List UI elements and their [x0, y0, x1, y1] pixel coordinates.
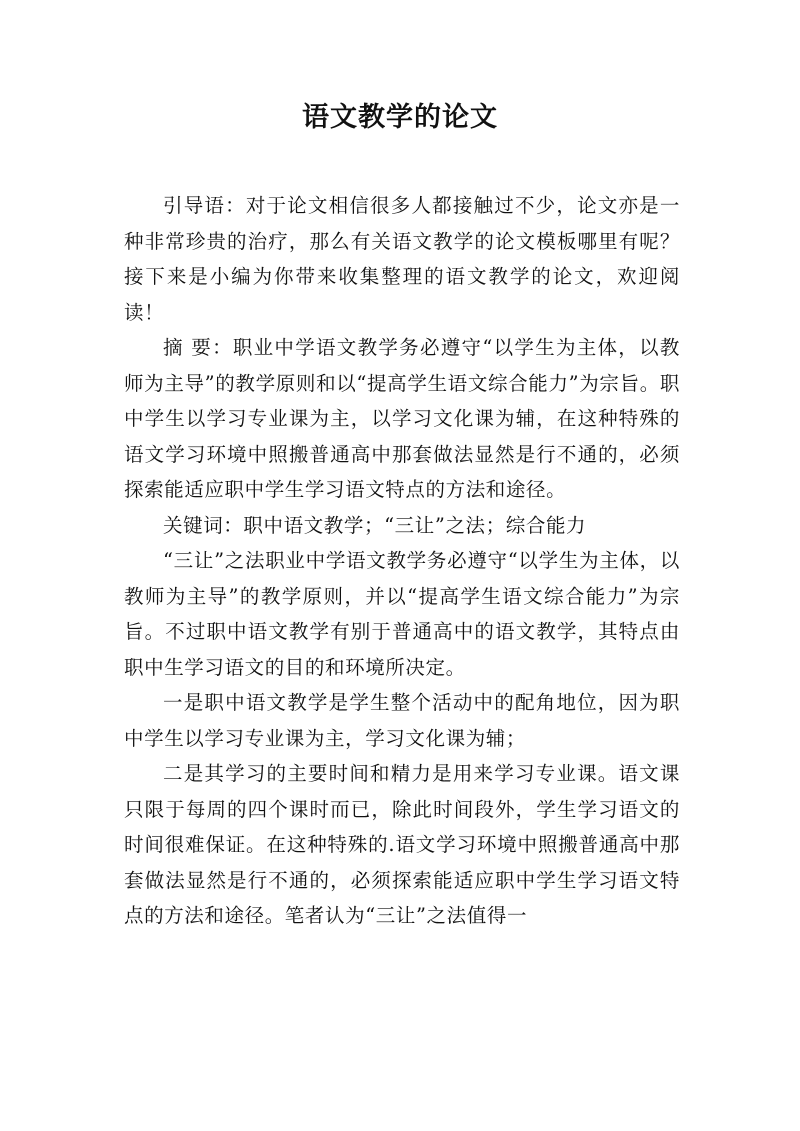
paragraph-body-2: 一是职中语文教学是学生整个活动中的配角地位，因为职中学生以学习专业课为主，学习文化课为辅；: [124, 691, 680, 750]
document-title: 语文教学的论文: [302, 102, 498, 133]
paragraph-abstract: 摘 要：职业中学语文教学务必遵守“以学生为主体，以教师为主导”的教学原则和以“提高学生语文综合能力”为宗旨。职中学生以学习专业课为主，以学习文化课为辅，在这种特殊的语文学习环境中照搬普通高中那套做法显然是行不通的，必须探索能适应职中学生学习语文特点的方法和途径。: [124, 336, 680, 501]
paragraph-body-3: 二是其学习的主要时间和精力是用来学习专业课。语文课只限于每周的四个课时而已，除此时间段外，学生学习语文的时间很难保证。在这种特殊的.语文学习环境中照搬普通高中那套做法显然是行不通的，必须探索能适应职中学生学习语文特点的方法和途径。笔者认为“三让”之法值得一: [124, 762, 680, 927]
document-body: [124, 188, 680, 934]
paragraph-body-1: “三让”之法职业中学语文教学务必遵守“以学生为主体，以教师为主导”的教学原则，并以“提高学生语文综合能力”为宗旨。不过职中语文教学有别于普通高中的语文教学，其特点由职中生学习语文的目的和环境所决定。: [124, 549, 680, 679]
paragraph-keywords: 关键词：职中语文教学；“三让”之法；综合能力: [163, 513, 587, 537]
paragraph-intro: 引导语：对于论文相信很多人都接触过不少，论文亦是一种非常珍贵的治疗，那么有关语文教学的论文模板哪里有呢？接下来是小编为你带来收集整理的语文教学的论文，欢迎阅读！: [124, 194, 680, 324]
